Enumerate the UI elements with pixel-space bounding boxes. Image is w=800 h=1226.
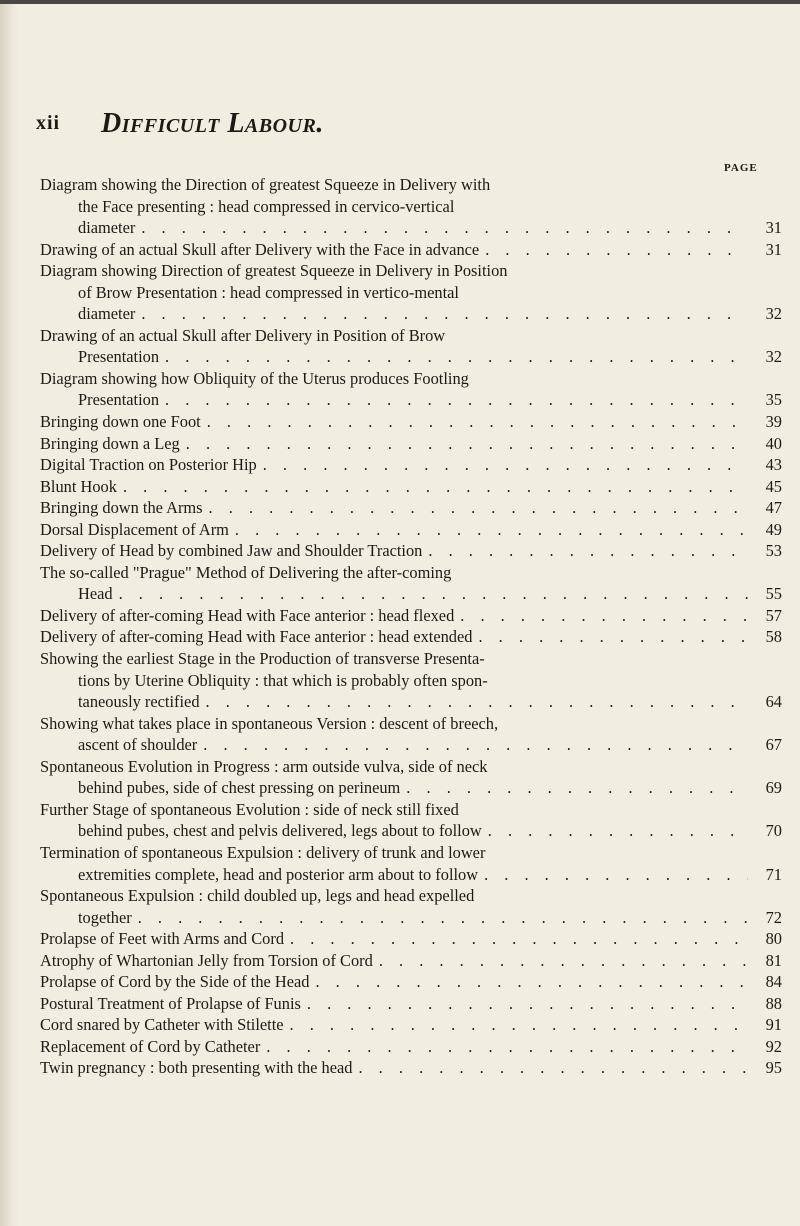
toc-entry <box>40 1036 782 1058</box>
toc-entry <box>40 519 782 541</box>
toc-entry-line <box>40 433 782 455</box>
toc-entry <box>40 476 782 498</box>
toc-entry-line <box>40 368 782 390</box>
dot-leader <box>373 950 748 972</box>
running-header <box>36 108 776 142</box>
dot-leader <box>284 928 748 950</box>
toc-entry <box>40 713 782 756</box>
toc-entry-line <box>40 411 782 433</box>
toc-entry-line <box>40 928 782 950</box>
toc-entry-line <box>40 648 782 670</box>
toc-page-number: 95 <box>765 1058 782 1078</box>
dot-leader <box>309 971 748 993</box>
toc-entry-text: Delivery of after-coming Head with Face anterior : head extended <box>40 627 473 647</box>
toc-entry-line <box>40 174 782 196</box>
page-binding-shadow <box>0 0 18 1226</box>
dot-leader <box>352 1057 748 1079</box>
toc-entry-line <box>40 497 782 519</box>
toc-page-number: 72 <box>765 907 782 927</box>
toc-entry-line <box>40 799 782 821</box>
toc-page-number: 45 <box>765 476 782 496</box>
toc-entry-line <box>40 217 782 239</box>
toc-entry-text: Spontaneous Expulsion : child doubled up, legs and head expelled <box>40 886 475 906</box>
toc-entry <box>40 174 782 239</box>
toc-entry <box>40 799 782 842</box>
dot-leader <box>422 540 748 562</box>
toc-entry-line <box>40 605 782 627</box>
dot-leader <box>200 691 748 713</box>
toc-entry-text: Dorsal Displacement of Arm <box>40 519 229 539</box>
toc-entry-text: Twin pregnancy : both presenting with the head <box>40 1058 353 1078</box>
toc-entry-line <box>40 1036 782 1058</box>
dot-leader <box>132 907 748 929</box>
toc-page-number: 70 <box>765 821 782 841</box>
toc-page-number: 92 <box>765 1036 782 1056</box>
toc-page-number: 32 <box>765 347 782 367</box>
toc-page-number: 91 <box>765 1015 782 1035</box>
toc-entry-text: tions by Uterine Obliquity : that which is probably often spon- <box>78 670 488 690</box>
toc-entry <box>40 648 782 713</box>
toc-entry <box>40 993 782 1015</box>
toc-entry <box>40 433 782 455</box>
toc-page-number: 67 <box>765 735 782 755</box>
toc-entry-line <box>40 971 782 993</box>
toc-entry-line <box>40 454 782 476</box>
toc-entry <box>40 1014 782 1036</box>
toc-page-number: 57 <box>765 605 782 625</box>
toc-entry <box>40 239 782 261</box>
toc-page-number: 35 <box>765 390 782 410</box>
toc-page-number: 39 <box>765 412 782 432</box>
toc-entry <box>40 1057 782 1079</box>
toc-entry-line <box>40 389 782 411</box>
toc-entry-text: Prolapse of Feet with Arms and Cord <box>40 929 285 949</box>
toc-entry-text: Drawing of an actual Skull after Delivery with the Face in advance <box>40 239 480 259</box>
dot-leader <box>400 777 748 799</box>
toc-entry-line <box>40 993 782 1015</box>
toc-entry-line <box>40 239 782 261</box>
toc-entry-line <box>40 626 782 648</box>
toc-entry-text: Cord snared by Catheter with Stilette <box>40 1015 284 1035</box>
toc-entry-line <box>40 282 782 304</box>
toc-entry <box>40 626 782 648</box>
toc-page-number: 43 <box>765 455 782 475</box>
toc-entry-line <box>40 842 782 864</box>
toc-entry <box>40 540 782 562</box>
toc-entry <box>40 605 782 627</box>
toc-entry-line <box>40 196 782 218</box>
toc-entry-text: Spontaneous Evolution in Progress : arm outside vulva, side of neck <box>40 756 488 776</box>
toc-entry-text: Delivery of after-coming Head with Face anterior : head flexed <box>40 605 455 625</box>
toc-entry <box>40 928 782 950</box>
toc-entry-text: Atrophy of Whartonian Jelly from Torsion of Cord <box>40 950 373 970</box>
toc-entry-text: Showing the earliest Stage in the Production of transverse Presenta- <box>40 649 485 669</box>
toc-entry-text: of Brow Presentation : head compressed in vertico-mental <box>78 282 459 302</box>
toc-entry-text: taneously rectified <box>78 692 200 712</box>
toc-entry-line <box>40 691 782 713</box>
toc-entry-text: Further Stage of spontaneous Evolution : side of neck still fixed <box>40 799 459 819</box>
toc-page-number: 88 <box>765 993 782 1013</box>
toc-entry <box>40 368 782 411</box>
dot-leader <box>117 476 748 498</box>
toc-entry-text: Diagram showing Direction of greatest Squeeze in Delivery in Position <box>40 261 508 281</box>
toc-entry-text: Head <box>78 584 113 604</box>
toc-entry-text: Postural Treatment of Prolapse of Funis <box>40 993 301 1013</box>
running-title: Difficult Labour. <box>101 108 324 139</box>
toc-entry-text: Bringing down a Leg <box>40 433 180 453</box>
toc-page-number: 81 <box>765 950 782 970</box>
toc-page-number: 71 <box>765 864 782 884</box>
toc-entry-line <box>40 583 782 605</box>
toc-entry-text: Prolapse of Cord by the Side of the Head <box>40 972 310 992</box>
toc-entry <box>40 885 782 928</box>
dot-leader <box>260 1036 748 1058</box>
dot-leader <box>479 239 748 261</box>
toc-entry-text: behind pubes, side of chest pressing on perineum <box>78 778 401 798</box>
toc-entry-text: Bringing down the Arms <box>40 498 203 518</box>
dot-leader <box>159 389 748 411</box>
dot-leader <box>159 346 748 368</box>
toc-entry-line <box>40 734 782 756</box>
page-top-edge <box>0 0 800 4</box>
toc-entry-text: Presentation <box>78 390 160 410</box>
toc-entry-text: the Face presenting : head compressed in cervico-vertical <box>78 196 455 216</box>
toc-entry-text: ascent of shoulder <box>78 735 198 755</box>
dot-leader <box>478 864 748 886</box>
toc-entry-text: Drawing of an actual Skull after Delivery in Position of Brow <box>40 325 446 345</box>
dot-leader <box>257 454 748 476</box>
dot-leader <box>472 626 748 648</box>
toc-entry-text: Digital Traction on Posterior Hip <box>40 455 257 475</box>
toc-entry <box>40 497 782 519</box>
toc-page-number: 31 <box>765 218 782 238</box>
toc-page-number: 69 <box>765 778 782 798</box>
toc-entry-text: The so-called "Prague" Method of Delivering the after-coming <box>40 562 452 582</box>
toc-entry-text: diameter <box>78 304 136 324</box>
toc-entry-line <box>40 670 782 692</box>
toc-entry-line <box>40 260 782 282</box>
toc-entry-line <box>40 820 782 842</box>
toc-entry-line <box>40 756 782 778</box>
toc-entry-line <box>40 540 782 562</box>
toc-page-number: 84 <box>765 972 782 992</box>
toc-page-number: 47 <box>765 498 782 518</box>
toc-entry-text: behind pubes, chest and pelvis delivered, legs about to follow <box>78 821 482 841</box>
toc-entry-text: Replacement of Cord by Catheter <box>40 1036 261 1056</box>
toc-entry <box>40 260 782 325</box>
page-number: xii <box>36 112 61 134</box>
page-column-heading: PAGE <box>724 162 758 174</box>
toc-entry <box>40 971 782 993</box>
dot-leader <box>197 734 748 756</box>
toc-entry-line <box>40 325 782 347</box>
list-of-illustrations <box>40 174 782 1079</box>
dot-leader <box>135 217 748 239</box>
toc-entry-text: diameter <box>78 218 136 238</box>
toc-entry-text: Presentation <box>78 347 160 367</box>
dot-leader <box>301 993 748 1015</box>
toc-entry <box>40 454 782 476</box>
toc-entry-text: Termination of spontaneous Expulsion : delivery of trunk and lower <box>40 842 486 862</box>
toc-entry-line <box>40 519 782 541</box>
dot-leader <box>454 605 748 627</box>
toc-page-number: 49 <box>765 519 782 539</box>
toc-entry-text: extremities complete, head and posterior arm about to follow <box>78 864 479 884</box>
toc-page-number: 80 <box>765 929 782 949</box>
dot-leader <box>113 583 748 605</box>
toc-page-number: 58 <box>765 627 782 647</box>
toc-page-number: 31 <box>765 239 782 259</box>
toc-entry <box>40 411 782 433</box>
toc-entry-text: Blunt Hook <box>40 476 117 496</box>
dot-leader <box>201 411 748 433</box>
dot-leader <box>180 433 748 455</box>
toc-entry-line <box>40 864 782 886</box>
toc-entry-line <box>40 885 782 907</box>
toc-page-number: 53 <box>765 541 782 561</box>
toc-page-number: 40 <box>765 433 782 453</box>
toc-entry-line <box>40 303 782 325</box>
toc-page-number: 64 <box>765 692 782 712</box>
dot-leader <box>284 1014 748 1036</box>
dot-leader <box>229 519 748 541</box>
toc-entry <box>40 562 782 605</box>
toc-entry-text: together <box>78 907 132 927</box>
toc-entry-text: Showing what takes place in spontaneous Version : descent of breech, <box>40 713 499 733</box>
toc-entry-line <box>40 1014 782 1036</box>
toc-entry-text: Diagram showing the Direction of greatest Squeeze in Delivery with <box>40 175 491 194</box>
dot-leader <box>203 497 748 519</box>
dot-leader <box>135 303 748 325</box>
toc-page-number: 32 <box>765 304 782 324</box>
toc-entry-text: Diagram showing how Obliquity of the Uterus produces Footling <box>40 368 469 388</box>
toc-page-number: 55 <box>765 584 782 604</box>
toc-entry-line <box>40 777 782 799</box>
toc-entry-line <box>40 1057 782 1079</box>
toc-entry-line <box>40 950 782 972</box>
toc-entry-line <box>40 713 782 735</box>
toc-entry <box>40 756 782 799</box>
toc-entry-text: Bringing down one Foot <box>40 412 201 432</box>
toc-entry-text: Delivery of Head by combined Jaw and Shoulder Traction <box>40 541 423 561</box>
toc-entry-line <box>40 907 782 929</box>
toc-entry-line <box>40 476 782 498</box>
toc-entry <box>40 950 782 972</box>
toc-entry-line <box>40 346 782 368</box>
toc-entry <box>40 842 782 885</box>
toc-entry <box>40 325 782 368</box>
toc-entry-line <box>40 562 782 584</box>
dot-leader <box>482 820 748 842</box>
